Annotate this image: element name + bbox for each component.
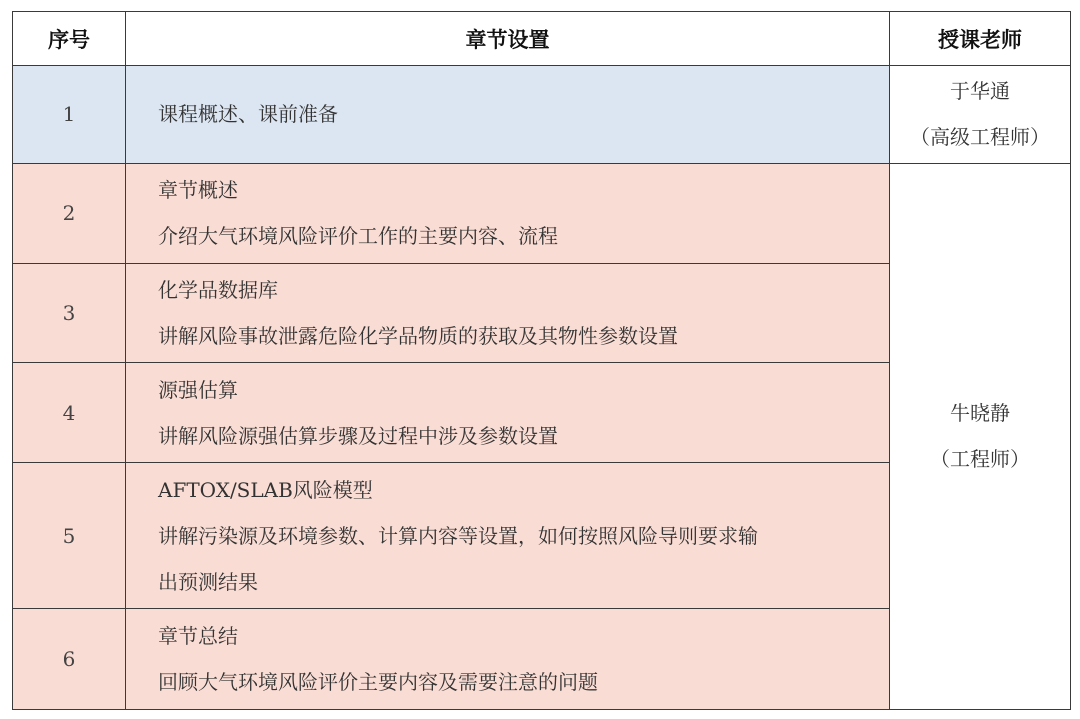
chapter-description: 介绍大气环境风险评价工作的主要内容、流程 xyxy=(158,224,558,249)
course-schedule-table xyxy=(12,11,1071,710)
chapter-cell xyxy=(126,363,890,463)
header-teacher: 授课老师 xyxy=(890,12,1071,66)
chapter-cell xyxy=(126,609,890,710)
chapter-description: 讲解风险源强估算步骤及过程中涉及参数设置 xyxy=(158,423,558,448)
row-number: 1 xyxy=(13,66,126,164)
table-row xyxy=(13,66,1071,164)
table-row xyxy=(13,163,1071,263)
chapter-title: 化学品数据库 xyxy=(158,277,278,302)
table-header-row xyxy=(13,12,1071,66)
row-number: 2 xyxy=(13,163,126,263)
chapter-title: AFTOX/SLAB风险模型 xyxy=(158,477,373,502)
chapter-description: 讲解风险事故泄露危险化学品物质的获取及其物性参数设置 xyxy=(158,323,678,348)
teacher-title: （高级工程师） xyxy=(910,125,1050,150)
header-chapter: 章节设置 xyxy=(126,12,890,66)
chapter-cell xyxy=(126,66,890,164)
teacher-name: 牛晓静 xyxy=(950,401,1010,426)
chapter-title: 源强估算 xyxy=(158,377,238,402)
chapter-title: 章节总结 xyxy=(158,624,238,649)
header-num: 序号 xyxy=(13,12,126,66)
row-number: 5 xyxy=(13,463,126,609)
chapter-title: 章节概述 xyxy=(158,178,238,203)
teacher-title: （工程师） xyxy=(930,447,1030,472)
teacher-cell xyxy=(890,163,1071,709)
row-number: 3 xyxy=(13,263,126,363)
teacher-cell xyxy=(890,66,1071,164)
row-number: 4 xyxy=(13,363,126,463)
chapter-cell xyxy=(126,163,890,263)
chapter-description: 讲解污染源及环境参数、计算内容等设置，如何按照风险导则要求输 xyxy=(158,523,758,548)
chapter-description: 回顾大气环境风险评价主要内容及需要注意的问题 xyxy=(158,670,598,695)
chapter-line: 课程概述、课前准备 xyxy=(158,102,338,127)
teacher-name: 于华通 xyxy=(950,79,1010,104)
chapter-cell xyxy=(126,263,890,363)
row-number: 6 xyxy=(13,609,126,710)
chapter-cell xyxy=(126,463,890,609)
chapter-description-cont: 出预测结果 xyxy=(158,569,258,594)
